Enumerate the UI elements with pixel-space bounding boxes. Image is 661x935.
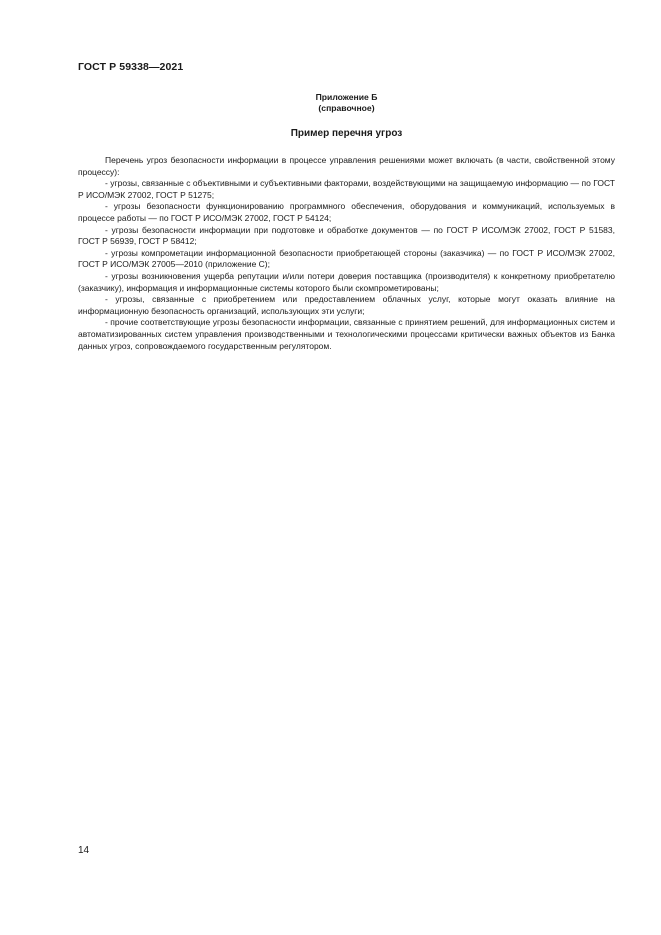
appendix-status: (справочное) <box>318 103 375 113</box>
list-item: - угрозы безопасности информации при подготовке и обработке документов — по ГОСТ Р ИСО/МЭК 27002, ГОСТ Р 51583, ГОСТ Р 56939, ГОСТ Р 58412; <box>78 224 615 247</box>
intro-paragraph: Перечень угроз безопасности информации в процессе управления решениями может включать (в части, свойственной этому процессу): <box>78 155 615 177</box>
page-number: 14 <box>78 845 90 856</box>
list-item: - угрозы безопасности функционированию программного обеспечения, оборудования и коммуникаций, используемых в процессе работы — по ГОСТ Р ИСО/МЭК 27002, ГОСТ Р 54124; <box>78 201 615 223</box>
appendix-label: Приложение Б <box>315 92 378 102</box>
document-code: ГОСТ Р 59338—2021 <box>78 61 184 73</box>
list-item: - угрозы возникновения ущерба репутации и/или потери доверия поставщика (производителя) к конкретному приобретателю (заказчику), информация и информационные системы которого были скомпрометированы; <box>78 270 615 293</box>
list-item: - угрозы, связанные с объективными и субъективными факторами, воздействующими на защищаемую информацию — по ГОСТ Р ИСО/МЭК 27002, ГОСТ Р 51275; <box>78 178 615 200</box>
appendix-heading <box>78 92 615 114</box>
section-title: Пример перечня угроз <box>290 128 403 139</box>
list-item: - угрозы компрометации информационной безопасности приобретающей стороны (заказчика) — по ГОСТ Р ИСО/МЭК 27002, ГОСТ Р ИСО/МЭК 27005—2010 (приложение С); <box>78 247 615 270</box>
list-item: - прочие соответствующие угрозы безопасности информации, связанные с принятием решений, для информационных систем и автоматизированных систем управления производственными и технологическими процессами критически важных объектов из Банка данных угроз, сопровождаемого государственным регулятором. <box>78 317 615 351</box>
body-text <box>78 155 615 352</box>
list-item: - угрозы, связанные с приобретением или предоставлением облачных услуг, которые могут оказать влияние на информационную безопасность организаций, использующих эти услуги; <box>78 294 615 316</box>
